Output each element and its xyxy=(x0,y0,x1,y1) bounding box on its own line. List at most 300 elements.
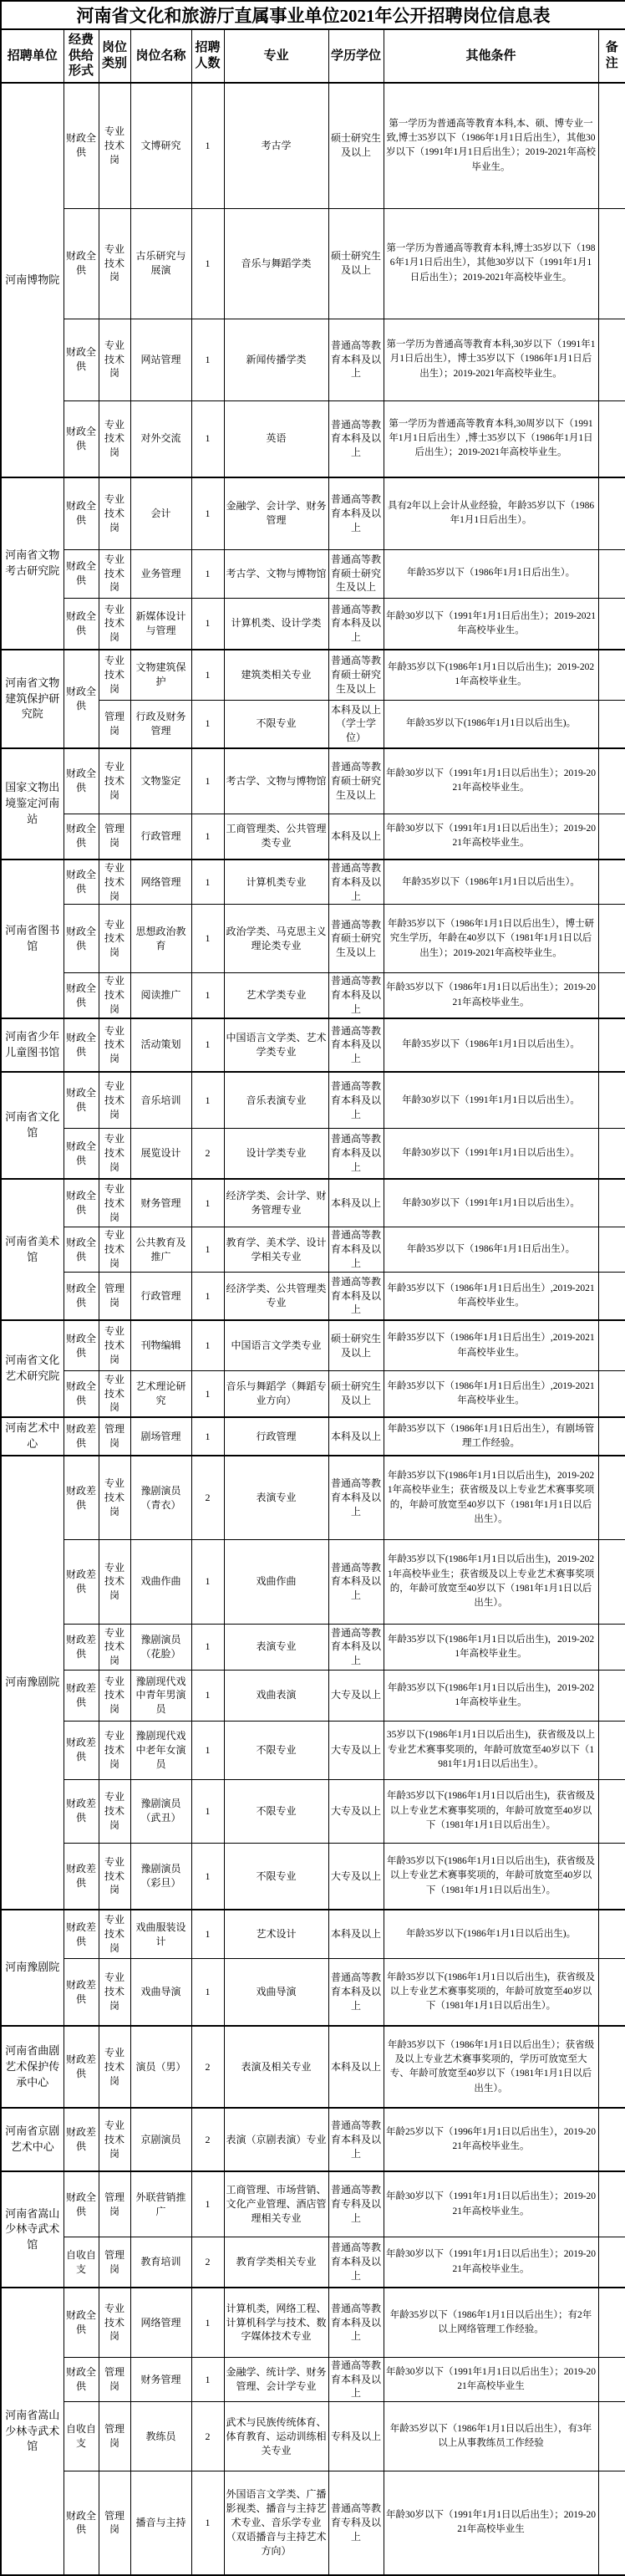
major: 考古学、文物与博物馆 xyxy=(224,549,328,598)
education-degree: 普通高等教育本科及以上 xyxy=(328,477,384,549)
table-row xyxy=(1,1227,625,1272)
major: 戏曲表演 xyxy=(224,1670,328,1721)
funding-type: 财政差供 xyxy=(64,1779,99,1843)
funding-type: 自收自支 xyxy=(64,2402,99,2471)
funding-type: 财政全供 xyxy=(64,1272,99,1320)
position-category: 专业技术岗 xyxy=(99,400,130,477)
recruit-count: 1 xyxy=(191,1624,224,1670)
major: 经济学类、公共管理类专业 xyxy=(224,1272,328,1320)
other-conditions: 年龄30岁以下（1991年1月1日以后出生）；2019-2021年高校毕业生。 xyxy=(384,748,598,814)
recruit-count: 1 xyxy=(191,1417,224,1456)
other-conditions: 年龄35岁以下（1986年1月1日后出生）。 xyxy=(384,549,598,598)
remark xyxy=(598,400,625,477)
position-name: 文物鉴定 xyxy=(130,748,191,814)
position-category: 专业技术岗 xyxy=(99,1539,130,1624)
education-degree: 普通高等教育本科及以上 xyxy=(328,1539,384,1624)
education-degree: 硕士研究生及以上 xyxy=(328,1370,384,1417)
table-row xyxy=(1,1843,625,1910)
table-row xyxy=(1,860,625,905)
unit-name: 河南艺术中心 xyxy=(1,1417,64,1456)
education-degree: 普通高等教育本科及以上 xyxy=(328,2288,384,2357)
major: 经济学类、会计学、财务管理专业 xyxy=(224,1179,328,1227)
recruit-count: 1 xyxy=(191,1072,224,1129)
other-conditions: 年龄35岁以下（1986年1月1日以后出生）；2019-2021年高校毕业生。 xyxy=(384,973,598,1018)
funding-type: 财政全供 xyxy=(64,814,99,860)
education-degree: 普通高等教育专科及以上 xyxy=(328,2471,384,2575)
unit-name: 河南豫剧院 xyxy=(1,1456,64,1910)
other-conditions: 年龄35岁以下(1986年1月1日以后出生)。 xyxy=(384,700,598,748)
title-row xyxy=(1,1,625,29)
remark xyxy=(598,319,625,400)
recruit-count: 2 xyxy=(191,2237,224,2288)
other-conditions: 年龄30岁以下（1991年1月1日以后出生）；2019-2021年高校毕业生。 xyxy=(384,2171,598,2237)
column-header-funding: 经费供给形式 xyxy=(64,29,99,83)
table-row xyxy=(1,2171,625,2237)
remark xyxy=(598,2402,625,2471)
remark xyxy=(598,1670,625,1721)
recruit-count: 1 xyxy=(191,1958,224,2026)
funding-type: 财政全供 xyxy=(64,860,99,905)
funding-type: 财政差供 xyxy=(64,1958,99,2026)
position-category: 专业技术岗 xyxy=(99,1670,130,1721)
remark xyxy=(598,1539,625,1624)
header-row xyxy=(1,29,625,83)
funding-type: 财政差供 xyxy=(64,1670,99,1721)
position-category: 专业技术岗 xyxy=(99,1456,130,1539)
position-category: 专业技术岗 xyxy=(99,1018,130,1072)
education-degree: 普通高等教育硕士研究生及以上 xyxy=(328,549,384,598)
education-degree: 硕士研究生及以上 xyxy=(328,1320,384,1370)
other-conditions: 年龄30岁以下（1991年1月1日以后出生）。 xyxy=(384,1129,598,1179)
recruit-count: 1 xyxy=(191,1539,224,1624)
recruit-count: 1 xyxy=(191,83,224,208)
education-degree: 普通高等教育本科及以上 xyxy=(328,1227,384,1272)
recruit-count: 1 xyxy=(191,2357,224,2401)
remark xyxy=(598,2288,625,2357)
major: 金融学、统计学、财务管理、会计学专业 xyxy=(224,2357,328,2401)
education-degree: 本科及以上 xyxy=(328,2026,384,2108)
major: 计算机类专业 xyxy=(224,860,328,905)
remark xyxy=(598,1779,625,1843)
major: 建筑类相关专业 xyxy=(224,650,328,700)
other-conditions: 年龄35岁以下(1986年1月1日以后出生)；2019-2021年高校毕业生。 xyxy=(384,650,598,700)
remark xyxy=(598,477,625,549)
funding-type: 财政差供 xyxy=(64,1417,99,1456)
other-conditions: 年龄35岁以下（1986年1月1日后出生）,2019-2021年高校毕业生。 xyxy=(384,1320,598,1370)
education-degree: 本科及以上 xyxy=(328,1417,384,1456)
other-conditions: 年龄35岁以下(1986年1月1日以后出生)，2019-2021年高校毕业生；获省级及以上专业艺术赛事奖项的，年龄可放宽至40岁以下（1981年1月1日以后出生）。 xyxy=(384,1539,598,1624)
remark xyxy=(598,1272,625,1320)
other-conditions: 年龄30岁以下（1991年1月1日以后出生）；2019-2021年高校毕业生 xyxy=(384,2357,598,2401)
education-degree: 普通高等教育本科及以上 xyxy=(328,2357,384,2401)
education-degree: 大专及以上 xyxy=(328,1670,384,1721)
position-name: 阅读推广 xyxy=(130,973,191,1018)
position-category: 管理岗 xyxy=(99,700,130,748)
other-conditions: 年龄35岁以下（1986年1月1日以后出生）；获省级及以上专业艺术赛事奖项的，学历可放宽至大专、年龄可放宽至40岁以下（1981年1月1日以后出生）。 xyxy=(384,2026,598,2108)
funding-type: 财政全供 xyxy=(64,1179,99,1227)
table-row xyxy=(1,650,625,700)
recruit-count: 2 xyxy=(191,2026,224,2108)
position-category: 专业技术岗 xyxy=(99,83,130,208)
position-category: 专业技术岗 xyxy=(99,549,130,598)
remark xyxy=(598,905,625,973)
position-name: 行政管理 xyxy=(130,1272,191,1320)
unit-name: 河南省图书馆 xyxy=(1,860,64,1018)
other-conditions: 第一学历为普通高等教育本科,本、硕、博专业一致,博士35岁以下（1986年1月1日后出生），其他30岁以下（1991年1月1日后出生）；2019-2021年高校毕业生。 xyxy=(384,83,598,208)
remark xyxy=(598,700,625,748)
major: 政治学类、马克思主义理论类专业 xyxy=(224,905,328,973)
education-degree: 普通高等教育本科及以上 xyxy=(328,1272,384,1320)
unit-name: 河南省京剧艺术中心 xyxy=(1,2108,64,2171)
position-category: 专业技术岗 xyxy=(99,1843,130,1910)
major: 不限专业 xyxy=(224,1721,328,1779)
major: 不限专业 xyxy=(224,700,328,748)
recruit-count: 1 xyxy=(191,1670,224,1721)
recruit-count: 1 xyxy=(191,905,224,973)
education-degree: 普通高等教育硕士研究生及以上 xyxy=(328,748,384,814)
recruit-count: 1 xyxy=(191,1721,224,1779)
table-row xyxy=(1,2288,625,2357)
position-name: 戏曲服装设计 xyxy=(130,1910,191,1958)
funding-type: 财政全供 xyxy=(64,1018,99,1072)
major: 艺术设计 xyxy=(224,1910,328,1958)
position-category: 专业技术岗 xyxy=(99,1320,130,1370)
other-conditions: 年龄35岁以下（1986年1月1日后出生）,2019-2021年高校毕业生。 xyxy=(384,1370,598,1417)
remark xyxy=(598,2108,625,2171)
recruit-count: 1 xyxy=(191,1910,224,1958)
position-category: 专业技术岗 xyxy=(99,1129,130,1179)
table-row xyxy=(1,1272,625,1320)
position-category: 专业技术岗 xyxy=(99,650,130,700)
recruit-count: 1 xyxy=(191,1018,224,1072)
position-name: 活动策划 xyxy=(130,1018,191,1072)
remark xyxy=(598,208,625,319)
major: 教育学、美术学、设计学相关专业 xyxy=(224,1227,328,1272)
remark xyxy=(598,1910,625,1958)
column-header-count: 招聘人数 xyxy=(191,29,224,83)
education-degree: 普通高等教育本科及以上 xyxy=(328,1624,384,1670)
remark xyxy=(598,1320,625,1370)
remark xyxy=(598,1129,625,1179)
table-row xyxy=(1,1721,625,1779)
position-name: 古乐研究与展演 xyxy=(130,208,191,319)
funding-type: 财政差供 xyxy=(64,1539,99,1624)
major: 新闻传播学类 xyxy=(224,319,328,400)
position-category: 专业技术岗 xyxy=(99,1179,130,1227)
position-name: 财务管理 xyxy=(130,2357,191,2401)
position-category: 专业技术岗 xyxy=(99,477,130,549)
remark xyxy=(598,650,625,700)
position-category: 专业技术岗 xyxy=(99,1624,130,1670)
education-degree: 硕士研究生及以上 xyxy=(328,208,384,319)
position-name: 剧场管理 xyxy=(130,1417,191,1456)
position-name: 播音与主持 xyxy=(130,2471,191,2575)
remark xyxy=(598,860,625,905)
table-row xyxy=(1,2471,625,2575)
education-degree: 普通高等教育本科及以上 xyxy=(328,1958,384,2026)
remark xyxy=(598,2471,625,2575)
other-conditions: 年龄35岁以下（1986年1月1日以后出生）。 xyxy=(384,860,598,905)
remark xyxy=(598,1624,625,1670)
funding-type: 财政全供 xyxy=(64,1072,99,1129)
education-degree: 硕士研究生及以上 xyxy=(328,83,384,208)
column-header-major: 专业 xyxy=(224,29,328,83)
position-category: 管理岗 xyxy=(99,2237,130,2288)
funding-type: 财政差供 xyxy=(64,1910,99,1958)
unit-name: 河南省嵩山少林寺武术馆 xyxy=(1,2171,64,2288)
table-row xyxy=(1,2402,625,2471)
position-name: 行政管理 xyxy=(130,814,191,860)
other-conditions: 年龄35岁以下（1986年1月1日后出生）。 xyxy=(384,1227,598,1272)
position-name: 豫剧演员（彩旦） xyxy=(130,1843,191,1910)
education-degree: 普通高等教育本科及以上 xyxy=(328,973,384,1018)
position-name: 思想政治教育 xyxy=(130,905,191,973)
remark xyxy=(598,973,625,1018)
funding-type: 财政全供 xyxy=(64,2471,99,2575)
recruit-count: 1 xyxy=(191,2171,224,2237)
remark xyxy=(598,1417,625,1456)
position-name: 对外交流 xyxy=(130,400,191,477)
recruit-count: 1 xyxy=(191,1179,224,1227)
recruit-count: 1 xyxy=(191,549,224,598)
recruit-count: 1 xyxy=(191,1227,224,1272)
table-row xyxy=(1,477,625,549)
table-row xyxy=(1,1779,625,1843)
position-category: 专业技术岗 xyxy=(99,319,130,400)
other-conditions: 年龄35岁以下(1986年1月1日以后出生)，2019-2021年高校毕业生。 xyxy=(384,1670,598,1721)
table-row xyxy=(1,905,625,973)
major: 不限专业 xyxy=(224,1843,328,1910)
remark xyxy=(598,1370,625,1417)
education-degree: 普通高等教育本科及以上 xyxy=(328,2237,384,2288)
remark xyxy=(598,2237,625,2288)
position-category: 专业技术岗 xyxy=(99,1721,130,1779)
other-conditions: 年龄35岁以下（1986年1月1日后出生）,2019-2021年高校毕业生。 xyxy=(384,1272,598,1320)
position-name: 公共教育及推广 xyxy=(130,1227,191,1272)
recruit-count: 1 xyxy=(191,208,224,319)
table-row xyxy=(1,83,625,208)
position-category: 管理岗 xyxy=(99,2402,130,2471)
column-header-position: 岗位名称 xyxy=(130,29,191,83)
recruit-count: 1 xyxy=(191,2288,224,2357)
education-degree: 普通高等教育本科及以上 xyxy=(328,400,384,477)
position-category: 专业技术岗 xyxy=(99,1072,130,1129)
position-category: 管理岗 xyxy=(99,2471,130,2575)
funding-type: 财政全供 xyxy=(64,2288,99,2357)
remark xyxy=(598,598,625,650)
education-degree: 大专及以上 xyxy=(328,1779,384,1843)
position-category: 管理岗 xyxy=(99,2171,130,2237)
table-row xyxy=(1,1018,625,1072)
recruit-count: 1 xyxy=(191,319,224,400)
funding-type: 财政全供 xyxy=(64,319,99,400)
education-degree: 本科及以上（学士学位） xyxy=(328,700,384,748)
remark xyxy=(598,2026,625,2108)
table-row xyxy=(1,1624,625,1670)
major: 表演及相关专业 xyxy=(224,2026,328,2108)
education-degree: 本科及以上 xyxy=(328,1910,384,1958)
position-name: 京剧演员 xyxy=(130,2108,191,2171)
funding-type: 财政全供 xyxy=(64,1320,99,1370)
column-header-education: 学历学位 xyxy=(328,29,384,83)
position-category: 专业技术岗 xyxy=(99,2288,130,2357)
position-category: 专业技术岗 xyxy=(99,1910,130,1958)
position-name: 豫剧现代戏中青年男演员 xyxy=(130,1670,191,1721)
education-degree: 普通高等教育本科及以上 xyxy=(328,860,384,905)
other-conditions: 年龄35岁以下(1986年1月1日以后出生)，2019-2021年高校毕业生。 xyxy=(384,1624,598,1670)
recruit-count: 1 xyxy=(191,477,224,549)
recruit-count: 1 xyxy=(191,973,224,1018)
position-name: 外联营销推广 xyxy=(130,2171,191,2237)
table-row xyxy=(1,1670,625,1721)
other-conditions: 年龄35岁以下(1986年1月1日以后出生)，获省级及以上专业艺术赛事奖项的，年龄可放宽至40岁以下（1981年1月1日以后出生）。 xyxy=(384,1843,598,1910)
funding-type: 财政差供 xyxy=(64,2108,99,2171)
column-header-remark: 备注 xyxy=(598,29,625,83)
recruit-count: 1 xyxy=(191,650,224,700)
position-category: 专业技术岗 xyxy=(99,208,130,319)
funding-type: 财政全供 xyxy=(64,650,99,748)
unit-name: 河南省文化艺术研究院 xyxy=(1,1320,64,1417)
other-conditions: 年龄30岁以下（1991年1月1日以后出生）；2019-2021年高校毕业生。 xyxy=(384,2237,598,2288)
position-name: 豫剧演员（青衣） xyxy=(130,1456,191,1539)
major: 英语 xyxy=(224,400,328,477)
funding-type: 财政全供 xyxy=(64,477,99,549)
table-row xyxy=(1,1179,625,1227)
other-conditions: 年龄35岁以下（1986年1月1日以后出生）。 xyxy=(384,1018,598,1072)
position-name: 业务管理 xyxy=(130,549,191,598)
other-conditions: 35岁以下(1986年1月1日以后出生)，获省级及以上专业艺术赛事奖项的，年龄可放宽至40岁以下（1981年1月1日以后出生）。 xyxy=(384,1721,598,1779)
position-category: 专业技术岗 xyxy=(99,905,130,973)
remark xyxy=(598,2171,625,2237)
education-degree: 普通高等教育硕士研究生及以上 xyxy=(328,905,384,973)
major: 表演专业 xyxy=(224,1456,328,1539)
position-name: 刊物编辑 xyxy=(130,1320,191,1370)
other-conditions: 具有2年以上会计从业经验，年龄35岁以下（1986年1月1日后出生）。 xyxy=(384,477,598,549)
recruit-count: 1 xyxy=(191,814,224,860)
recruit-count: 1 xyxy=(191,2471,224,2575)
unit-name: 河南省曲剧艺术保护传承中心 xyxy=(1,2026,64,2108)
table-row xyxy=(1,319,625,400)
funding-type: 财政差供 xyxy=(64,1843,99,1910)
position-name: 教练员 xyxy=(130,2402,191,2471)
major: 设计学类专业 xyxy=(224,1129,328,1179)
other-conditions: 年龄35岁以下(1986年1月1日以后出生)，获省级及以上专业艺术赛事奖项的，年龄可放宽至40岁以下（1981年1月1日以后出生）。 xyxy=(384,1779,598,1843)
education-degree: 普通高等教育本科及以上 xyxy=(328,598,384,650)
table-row xyxy=(1,1320,625,1370)
funding-type: 财政全供 xyxy=(64,748,99,814)
position-name: 网站管理 xyxy=(130,319,191,400)
education-degree: 专科及以上 xyxy=(328,2402,384,2471)
other-conditions: 年龄30岁以下（1991年1月1日后出生）；2019-2021年高校毕业生。 xyxy=(384,598,598,650)
funding-type: 财政全供 xyxy=(64,549,99,598)
funding-type: 财政全供 xyxy=(64,2171,99,2237)
table-row xyxy=(1,1370,625,1417)
position-name: 展览设计 xyxy=(130,1129,191,1179)
remark xyxy=(598,1843,625,1910)
major: 表演（京剧表演）专业 xyxy=(224,2108,328,2171)
other-conditions: 年龄25岁以下（1996年1月1日以后出生），2019-2021年高校毕业生。 xyxy=(384,2108,598,2171)
education-degree: 普通高等教育本科及以上 xyxy=(328,1072,384,1129)
recruit-count: 2 xyxy=(191,2402,224,2471)
recruit-count: 2 xyxy=(191,1129,224,1179)
unit-name: 河南省文物建筑保护研究院 xyxy=(1,650,64,748)
column-header-unit: 招聘单位 xyxy=(1,29,64,83)
position-category: 专业技术岗 xyxy=(99,1779,130,1843)
education-degree: 普通高等教育本科及以上 xyxy=(328,1018,384,1072)
position-category: 专业技术岗 xyxy=(99,973,130,1018)
funding-type: 财政全供 xyxy=(64,973,99,1018)
education-degree: 普通高等教育本科及以上 xyxy=(328,2108,384,2171)
major: 考古学 xyxy=(224,83,328,208)
position-name: 豫剧演员（花脸） xyxy=(130,1624,191,1670)
major: 音乐表演专业 xyxy=(224,1072,328,1129)
major: 金融学、会计学、财务管理 xyxy=(224,477,328,549)
major: 音乐与舞蹈学类 xyxy=(224,208,328,319)
remark xyxy=(598,1721,625,1779)
table-row xyxy=(1,400,625,477)
major: 戏曲导演 xyxy=(224,1958,328,2026)
remark xyxy=(598,1018,625,1072)
remark xyxy=(598,1958,625,2026)
position-name: 艺术理论研究 xyxy=(130,1370,191,1417)
remark xyxy=(598,2357,625,2401)
position-name: 网络管理 xyxy=(130,860,191,905)
major: 外国语言文学类、广播影视类、播音与主持艺术专业、音乐学专业（双语播音与主持艺术方向） xyxy=(224,2471,328,2575)
remark xyxy=(598,549,625,598)
remark xyxy=(598,1179,625,1227)
funding-type: 财政全供 xyxy=(64,1129,99,1179)
unit-name: 河南省少年儿童图书馆 xyxy=(1,1018,64,1072)
major: 计算机类、设计学类 xyxy=(224,598,328,650)
major: 中国语言文学类、艺术学类专业 xyxy=(224,1018,328,1072)
table-row xyxy=(1,1958,625,2026)
table-row xyxy=(1,1129,625,1179)
remark xyxy=(598,83,625,208)
position-name: 行政及财务管理 xyxy=(130,700,191,748)
table-row xyxy=(1,2357,625,2401)
position-category: 专业技术岗 xyxy=(99,1370,130,1417)
table-row xyxy=(1,549,625,598)
funding-type: 财政全供 xyxy=(64,83,99,208)
remark xyxy=(598,748,625,814)
funding-type: 财政全供 xyxy=(64,2357,99,2401)
position-name: 新媒体设计与管理 xyxy=(130,598,191,650)
table-row xyxy=(1,2026,625,2108)
funding-type: 财政全供 xyxy=(64,905,99,973)
remark xyxy=(598,1072,625,1129)
recruit-count: 1 xyxy=(191,598,224,650)
major: 教育学类相关专业 xyxy=(224,2237,328,2288)
table-row xyxy=(1,1456,625,1539)
unit-name: 河南豫剧院 xyxy=(1,1910,64,2026)
page-title: 河南省文化和旅游厅直属事业单位2021年公开招聘岗位信息表 xyxy=(1,1,625,29)
major: 音乐与舞蹈学（舞蹈专业方向） xyxy=(224,1370,328,1417)
recruit-count: 1 xyxy=(191,860,224,905)
major: 考古学、文物与博物馆 xyxy=(224,748,328,814)
position-category: 管理岗 xyxy=(99,814,130,860)
table-row xyxy=(1,2237,625,2288)
other-conditions: 年龄35岁以下（1986年1月1日以后出生）；有2年以上网络管理工作经验。 xyxy=(384,2288,598,2357)
major: 行政管理 xyxy=(224,1417,328,1456)
position-name: 戏曲作曲 xyxy=(130,1539,191,1624)
unit-name: 国家文物出境鉴定河南站 xyxy=(1,748,64,860)
table-row xyxy=(1,973,625,1018)
major: 表演专业 xyxy=(224,1624,328,1670)
table-row xyxy=(1,1417,625,1456)
recruit-count: 1 xyxy=(191,1272,224,1320)
funding-type: 财政全供 xyxy=(64,208,99,319)
funding-type: 财政差供 xyxy=(64,1624,99,1670)
